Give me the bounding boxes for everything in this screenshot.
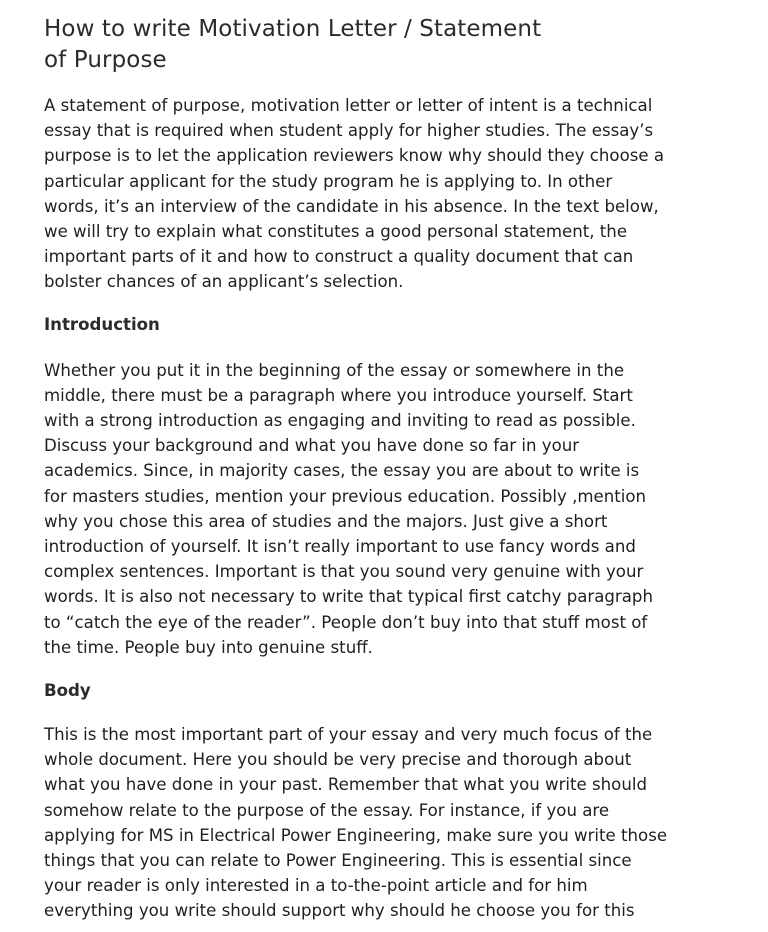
intro-paragraph: A statement of purpose, motivation letter or letter of intent is a technical essay that is required when student apply for higher studies. The essay’s purpose is to let the application reviewers know why should they choose a particular applicant for the study program he is applying to. In other words, it’s an interview of the candidate in his absence. In the text below, we will try to explain what constitutes a good personal statement, the important parts of it and how to construct a quality document that can bolster chances of an applicant’s selection. bbox=[44, 96, 665, 292]
section-text-body: This is the most important part of your essay and very much focus of the whole document. Here you should be very precise and thorough about what you have done in your past. Remember that what you write should somehow relate to the purpose of the essay. For instance, if you are applying for MS in Electrical Power Engineering, make sure you write those things that you can relate to Power Engineering. This is essential since your reader is only interested in a to-the-point article and for him everything you write should support why should he choose you for this bbox=[44, 725, 668, 921]
document-title: How to write Motivation Letter / Statement of Purpose bbox=[44, 16, 542, 73]
section-heading-body: Body bbox=[44, 681, 91, 701]
document-page bbox=[44, 14, 734, 924]
section-heading-introduction: Introduction bbox=[44, 314, 160, 334]
section-text-introduction: Whether you put it in the beginning of the essay or somewhere in the middle, there must be a paragraph where you introduce yourself. Start with a strong introduction as engaging and inviting to read as possible. Discuss your background and what you have done so far in your academics. Since, in majority cases, the essay you are about to write is for masters studies, mention your previous education. Possibly ,mention why you chose this area of studies and the majors. Just give a short introduction of yourself. It isn’t really important to use fancy words and complex sentences. Important is that you sound very genuine with your words. It is also not necessary to write that typical first catchy paragraph to “catch the eye of the reader”. People don’t buy into that stuff most of the time. People buy into genuine stuff. bbox=[44, 360, 653, 657]
